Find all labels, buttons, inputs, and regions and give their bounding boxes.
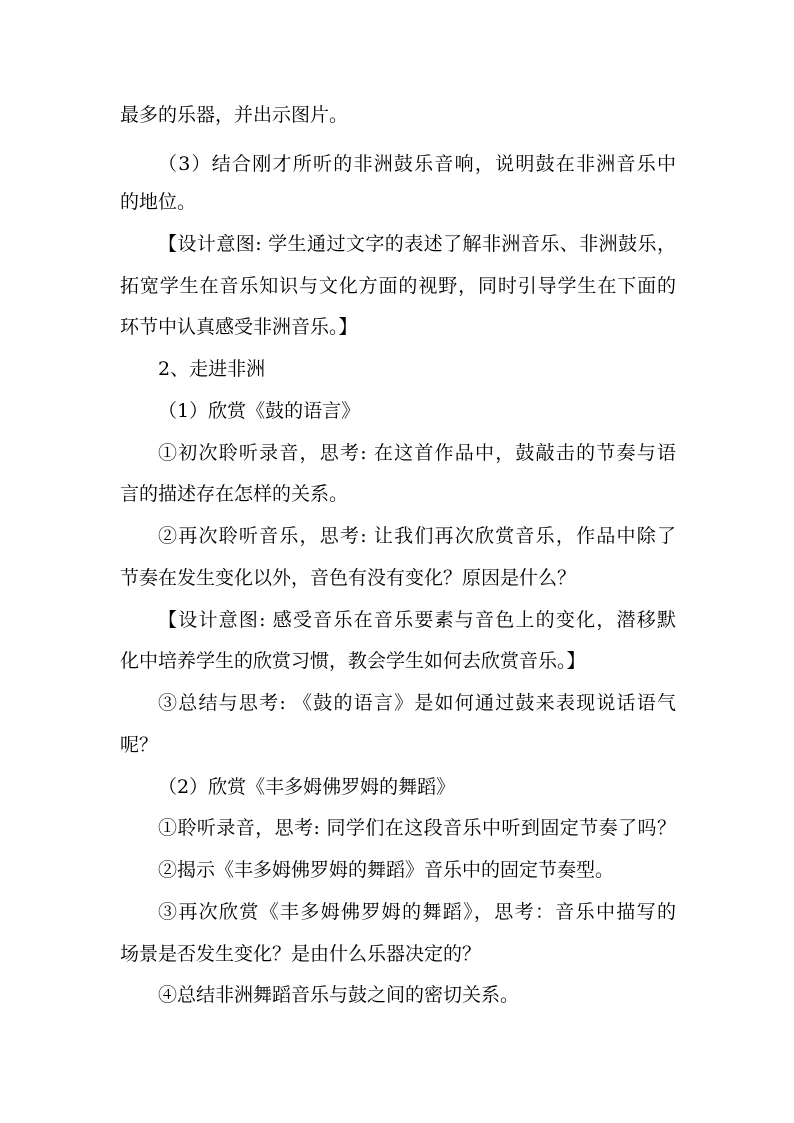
text-line: 环节中认真感受非洲音乐。】 [120,316,358,338]
text-line: 【设计意图: 感受音乐在音乐要素与音色上的变化，潜移默 [158,609,676,631]
text-line: ②揭示《丰多姆佛罗姆的舞蹈》音乐中的固定节奏型。 [158,859,615,881]
text-line: ③再次欣赏《丰多姆佛罗姆的舞蹈》，思考：音乐中描写的 [158,901,676,923]
text-line: 的地位。 [120,191,197,213]
text-line: ①聆听录音，思考: 同学们在这段音乐中听到固定节奏了吗？ [158,817,676,839]
text-line: 拓宽学生在音乐知识与文化方面的视野，同时引导学生在下面的 [120,275,676,297]
text-line: （3）结合刚才所听的非洲鼓乐音响，说明鼓在非洲音乐中 [158,153,676,175]
text-line: ①初次聆听录音，思考: 在这首作品中，鼓敲击的节奏与语 [158,442,676,464]
text-line: 言的描述存在怎样的关系。 [120,483,349,505]
text-line: ④总结非洲舞蹈音乐与鼓之间的密切关系。 [158,984,520,1006]
text-line: ②再次聆听音乐，思考: 让我们再次欣赏音乐，作品中除了 [158,525,676,547]
subsection-heading: （1）欣赏《鼓的语言》 [158,400,361,422]
subsection-heading: （2）欣赏《丰多姆佛罗姆的舞蹈》 [158,776,456,798]
text-line: 化中培养学生的欣赏习惯，教会学生如何去欣赏音乐。】 [120,650,586,672]
section-heading: 2、走进非洲 [158,358,266,380]
text-line: ③总结与思考: 《鼓的语言》是如何通过鼓来表现说话语气 [158,692,676,714]
text-line: 最多的乐器，并出示图片。 [120,104,349,126]
text-line: 节奏在发生变化以外，音色有没有变化？原因是什么？ [120,567,577,589]
text-line: 场景是否发生变化？是由什么乐器决定的？ [120,943,482,965]
text-line: 呢？ [120,734,159,756]
text-line: 【设计意图: 学生通过文字的表述了解非洲音乐、非洲鼓乐， [158,233,676,255]
